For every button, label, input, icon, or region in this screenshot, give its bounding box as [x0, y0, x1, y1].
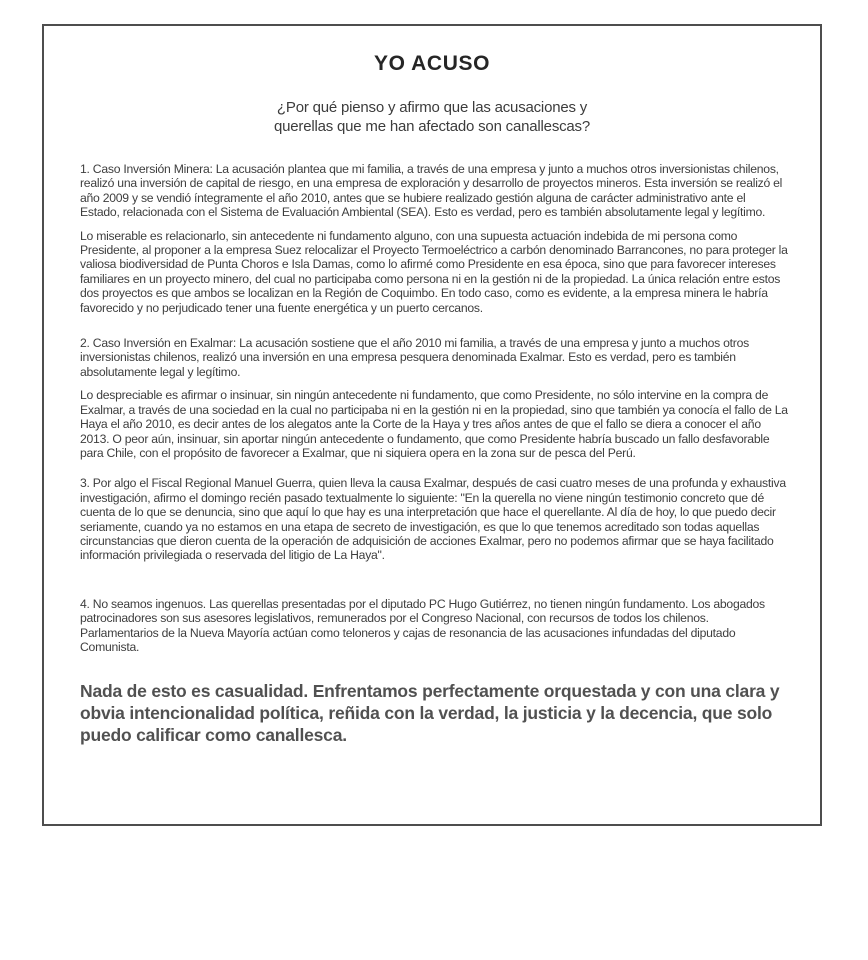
paragraph-caso-inversion-minera: 1. Caso Inversión Minera: La acusación plantea que mi familia, a través de una empresa y junto a muchos otros inversionistas chilenos, realizó una inversión de capital de riesgo, en una empresa de exploración y desarrollo de proyectos mineros. Esta inversión se realizó el año 2009 y se vendió íntegramente el año 2010, antes que se hubiere realizado gestión alguna de carácter administrativo ante el Estado, relacionada con el Sistema de Evaluación Ambiental (SEA). Esto es verdad, pero es también absolutamente legal y legítimo. — [80, 162, 783, 220]
paragraph-no-seamos-ingenuos: 4. No seamos ingenuos. Las querellas presentadas por el diputado PC Hugo Gutiérrez, no tienen ningún fundamento. Los abogados patrocinadores son sus asesores legislativos, remunerados por el Congreso Nacional, con recursos de todos los chilenos. Parlamentarios de la Nueva Mayoría actúan como teloneros y cajas de resonancia de las acusaciones infundadas del diputado Comunista. — [80, 596, 765, 654]
paragraph-lo-despreciable: Lo despreciable es afirmar o insinuar, sin ningún antecedente ni fundamento, que como Presidente, no sólo intervine en la compra de Exalmar, a través de una sociedad en la cual no participaba ni en la gestión ni en la propiedad, sino que también ya conocía el fallo de La Haya el año 2010, es decir antes de los alegatos ante la Corte de la Haya y tres años antes de que el fallo se diera a conocer el año 2013. O peor aún, insinuar, sin aportar ningún antecedente o fundamento, que como Presidente habría buscado un fallo desfavorable para Chile, con el propósito de favorecer a Exalmar, que ni siquiera opera en la zona sur de pesca del Perú. — [80, 388, 788, 460]
document-title: YO ACUSO — [373, 52, 491, 75]
paragraph-lo-miserable: Lo miserable es relacionarlo, sin antecedente ni fundamento alguno, con una supuesta actuación indebida de mi persona como Presidente, al proponer a la empresa Suez relocalizar el Proyecto Termoeléctrico a carbón denominado Barrancones, no para proteger la valiosa biodiversidad de Punta Choros e Isla Damas, como lo afirmé como Presidente en esa época, sino que para favorecer intereses familiares en un proyecto minero, del cual no participaba como persona ni en la gestión ni de la propiedad. La única relación entre estos dos proyectos es que ambos se localizan en la Región de Coquimbo. En todo caso, como es evidente, a la empresa minera le habría favorecido y no perjudicado tener una fuente energética y un puerto cercanos. — [80, 228, 788, 315]
paragraph-caso-inversion-exalmar: 2. Caso Inversión en Exalmar: La acusación sostiene que el año 2010 mi familia, a través de una empresa y junto a muchos otros inversionistas chilenos, realizó una inversión en una empresa pesquera denominada Exalmar. Esto es verdad, pero es también absolutamente legal y legítimo. — [80, 336, 749, 379]
closing-statement: Nada de esto es casualidad. Enfrentamos perfectamente orquestada y con una clara y obvia intencionalidad política, reñida con la verdad, la justicia y la decencia, que solo puedo calificar como canallesca. — [80, 681, 780, 746]
paragraph-fiscal-regional: 3. Por algo el Fiscal Regional Manuel Guerra, quien lleva la causa Exalmar, después de casi cuatro meses de una profunda y exhaustiva investigación, afirmo el domingo recién pasado textualmente lo siguiente: "En la querella no viene ningún testimonio concreto que dé cuenta de lo que se denuncia, sino que aquí lo que hay es una interpretación que hace el querellante. Al día de hoy, lo que puedo decir seriamente, cuando ya no estamos en una etapa de secreto de investigación, es que lo que tenemos acreditado son todas aquellas circunstancias que dieron cuenta de la operación de adquisición de acciones Exalmar, pero no podemos afirmar que se haya facilitado información privilegiada o reservada del litigio de La Haya". — [80, 476, 786, 563]
document-frame — [42, 24, 822, 826]
document-subtitle: ¿Por qué pienso y afirmo que las acusaciones y querellas que me han afectado son canallescas? — [273, 99, 591, 135]
